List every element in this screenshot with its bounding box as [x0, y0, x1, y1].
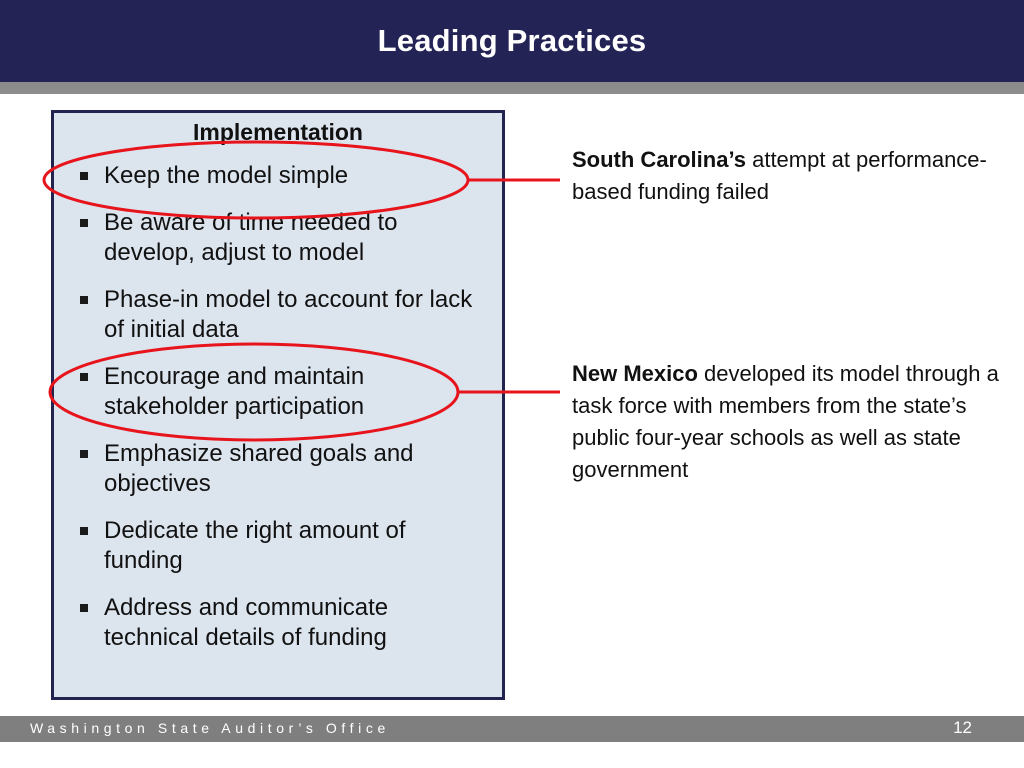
square-bullet-icon	[80, 296, 88, 304]
callout-text: attempt at performance-based funding failed	[572, 147, 987, 204]
list-item	[78, 593, 488, 653]
square-bullet-icon	[80, 604, 88, 612]
title-bar	[0, 0, 1024, 82]
list-item	[78, 439, 488, 499]
callout-state-name: South Carolina’s	[572, 147, 746, 172]
callout-new-mexico	[572, 358, 1012, 486]
list-item	[78, 208, 488, 268]
header-divider	[0, 82, 1024, 94]
footer-bar	[0, 716, 1024, 742]
list-item-text: Be aware of time needed to develop, adjust to model	[104, 209, 398, 266]
list-item	[78, 362, 488, 422]
list-item-text: Phase-in model to account for lack of initial data	[104, 286, 473, 343]
callout-south-carolina	[572, 144, 1012, 208]
list-item	[78, 285, 488, 345]
list-item	[78, 516, 488, 576]
list-item-text: Dedicate the right amount of funding	[104, 517, 406, 574]
list-item-text: Emphasize shared goals and objectives	[104, 440, 414, 497]
list-item	[78, 161, 488, 191]
square-bullet-icon	[80, 450, 88, 458]
footer-organization: Washington State Auditor’s Office	[30, 720, 390, 736]
callout-state-name: New Mexico	[572, 361, 698, 386]
implementation-list	[78, 161, 488, 670]
square-bullet-icon	[80, 219, 88, 227]
implementation-box	[51, 110, 505, 700]
square-bullet-icon	[80, 172, 88, 180]
list-item-text: Address and communicate technical details of funding	[104, 594, 389, 651]
page-number: 12	[953, 718, 972, 737]
implementation-heading: Implementation	[193, 119, 363, 145]
square-bullet-icon	[80, 527, 88, 535]
square-bullet-icon	[80, 373, 88, 381]
callout-text: developed its model through a task force with members from the state’s public four-year schools as well as state government	[572, 361, 999, 482]
list-item-text: Keep the model simple	[104, 162, 349, 189]
slide-title: Leading Practices	[377, 23, 647, 58]
list-item-text: Encourage and maintain stakeholder participation	[104, 363, 365, 420]
